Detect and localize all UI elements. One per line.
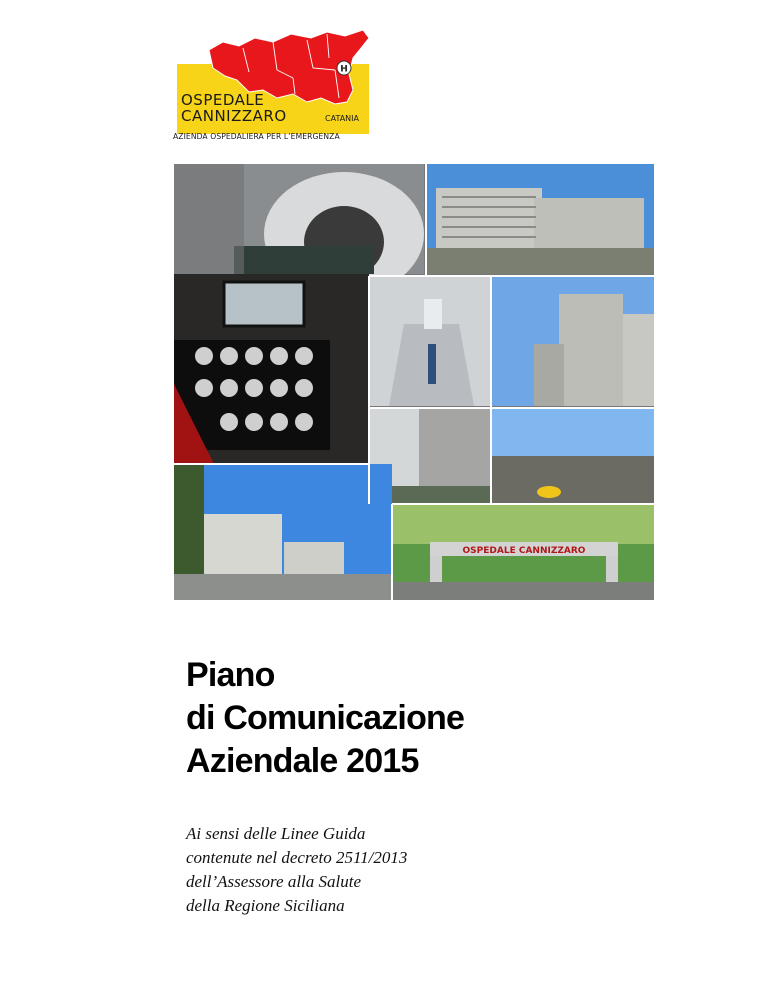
- photo-hospital-building: [426, 164, 654, 274]
- logo-subtitle: AZIENDA OSPEDALIERA PER L’EMERGENZA: [173, 132, 340, 141]
- subtitle-line: della Regione Siciliana: [186, 896, 345, 915]
- photo-tall-building: [492, 276, 654, 406]
- photo-corridor: [369, 276, 492, 406]
- photo-helipad: [491, 408, 654, 504]
- document-title: [186, 654, 464, 783]
- title-line3: Aziendale 2015: [186, 742, 419, 780]
- document-subtitle: [186, 822, 407, 918]
- collage-svg: [174, 164, 654, 600]
- photo-monitor: [174, 274, 369, 464]
- hospital-marker-letter: H: [340, 64, 348, 75]
- photo-building-street: [174, 464, 392, 600]
- logo-city: CATANIA: [325, 114, 359, 123]
- title-line2: di Comunicazione: [186, 699, 465, 737]
- subtitle-line: dell’Assessore alla Salute: [186, 872, 362, 891]
- gate-sign: OSPEDALE CANNIZZARO: [462, 546, 586, 556]
- title-line1: Piano: [186, 656, 275, 694]
- photo-hospital-gate: [392, 504, 654, 600]
- logo-name-line2: CANNIZZARO: [181, 107, 287, 125]
- logo-name-line1: OSPEDALE: [181, 91, 265, 109]
- hospital-logo: [173, 28, 373, 144]
- photo-collage: [174, 164, 654, 600]
- subtitle-line: contenute nel decreto 2511/2013: [186, 848, 408, 867]
- subtitle-line: Ai sensi delle Linee Guida: [186, 824, 366, 843]
- logo-name: [181, 92, 287, 124]
